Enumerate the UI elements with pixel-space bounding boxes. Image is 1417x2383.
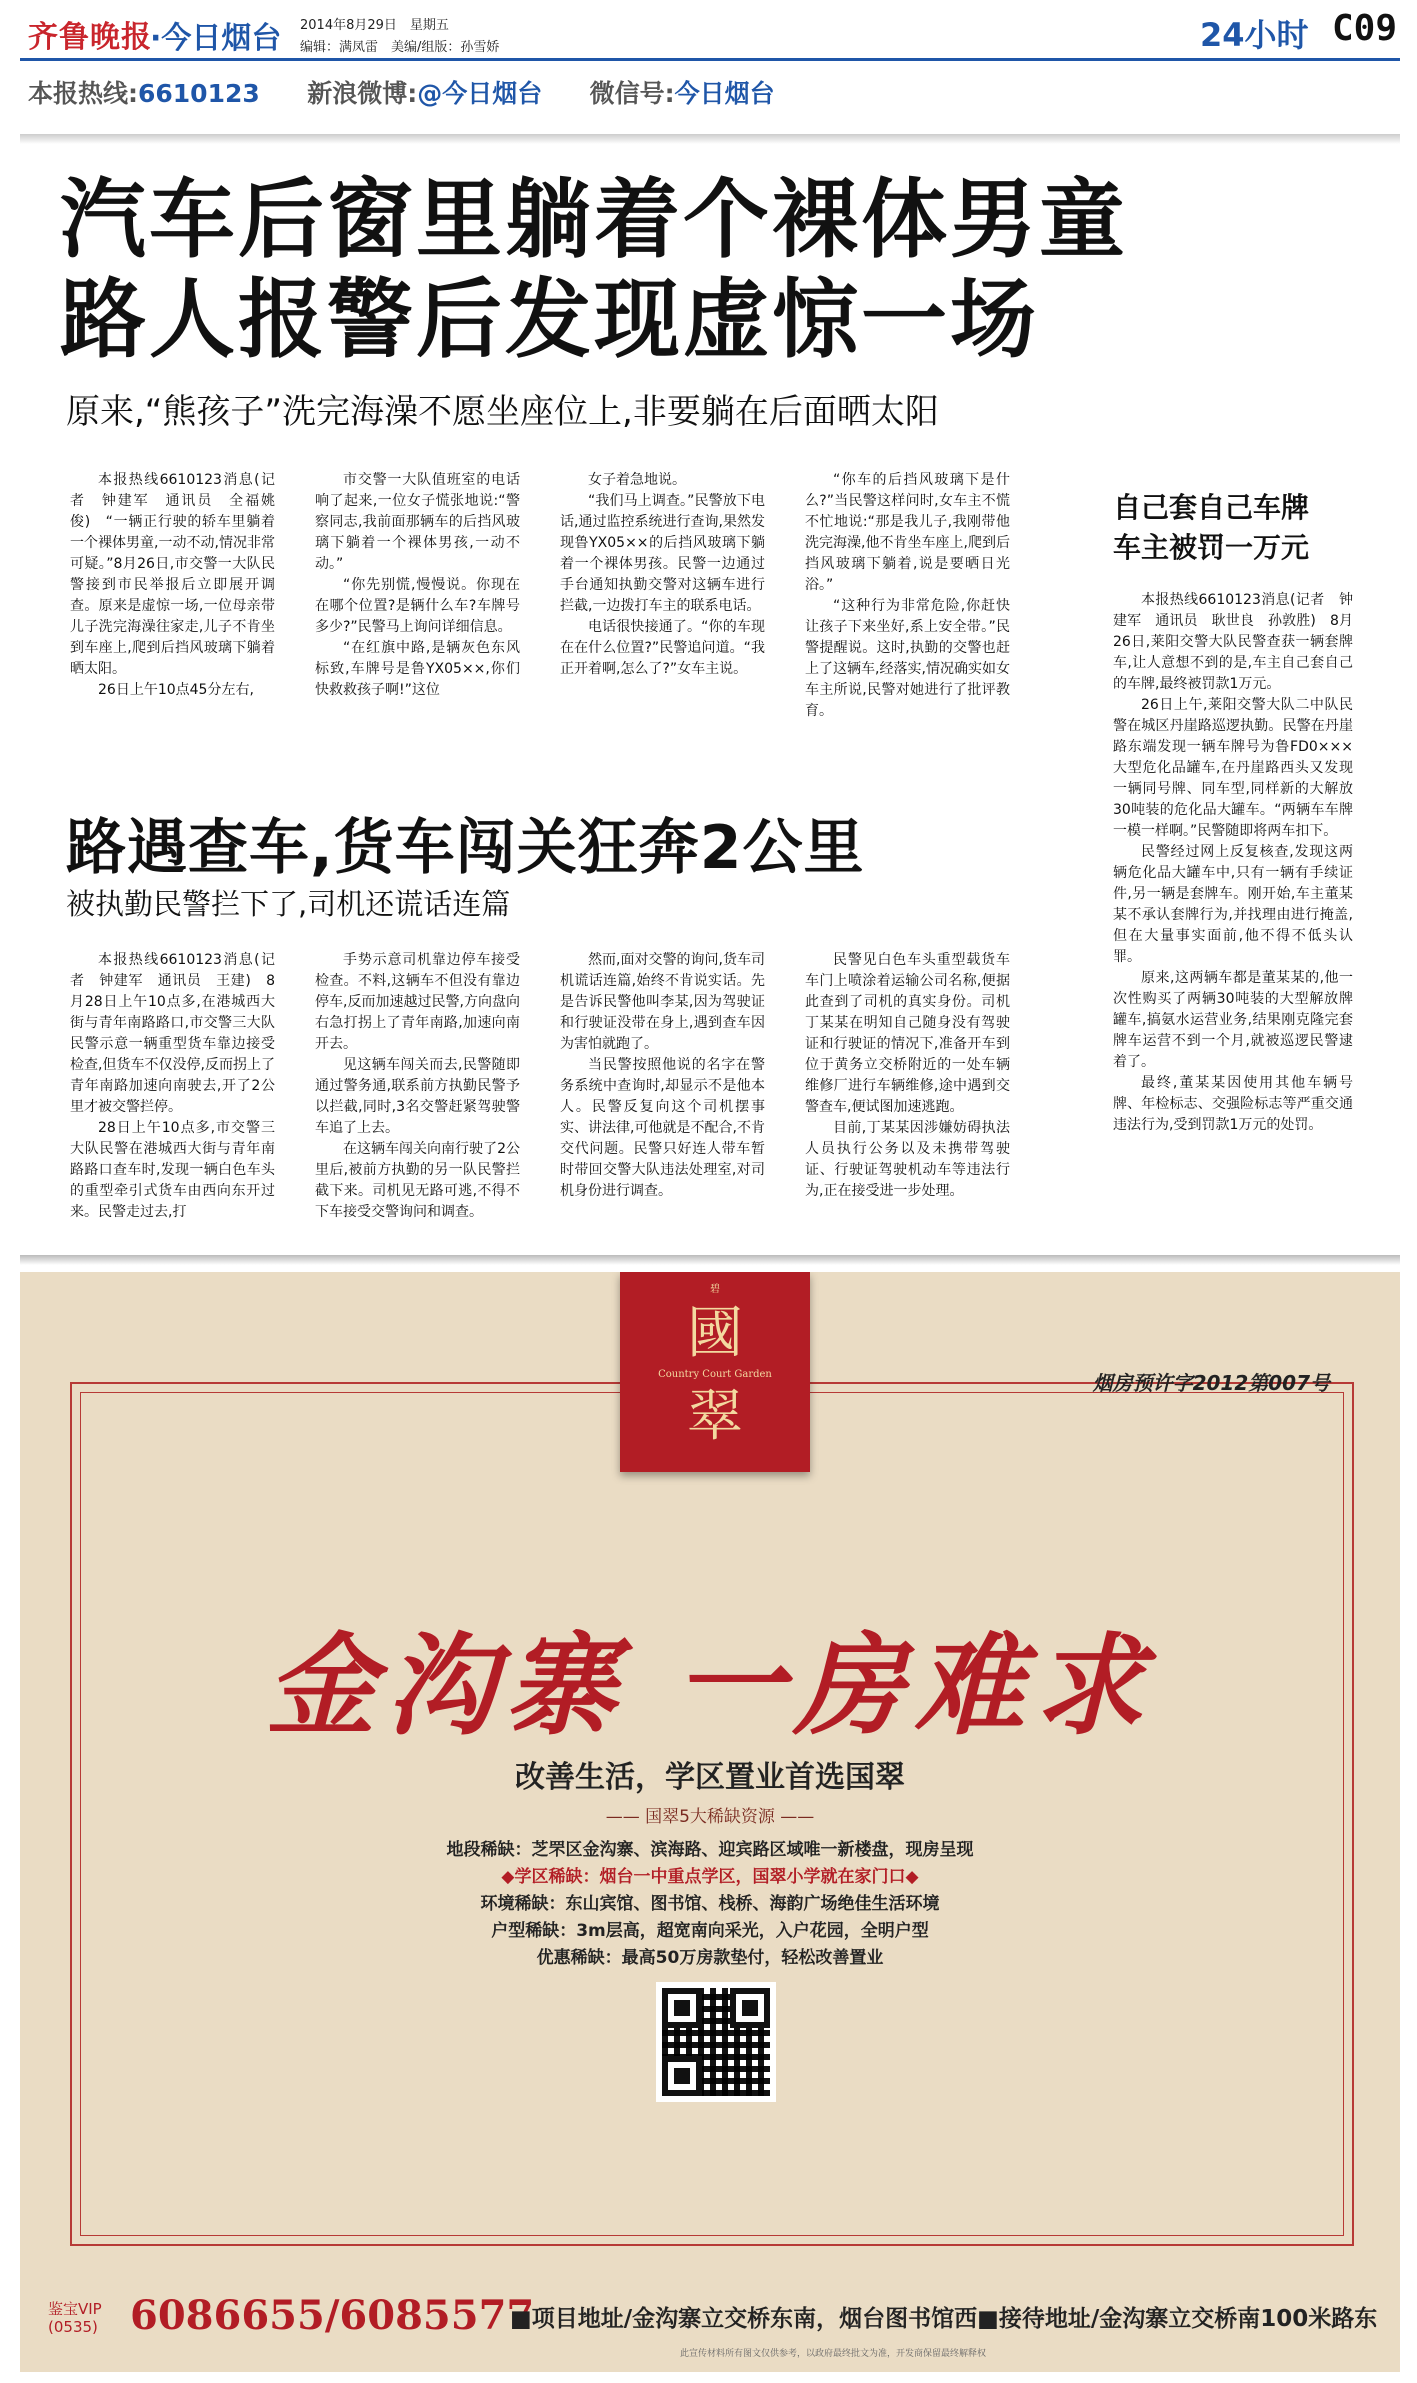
article2-subtitle: 被执勤民警拦下了,司机还谎话连篇 [66,887,511,921]
ad-tagline: 改善生活，学区置业首选国翠 [515,1760,905,1795]
sidebar-headline-line2: 车主被罚一万元 [1113,531,1310,564]
article1-headline-line1: 汽车后窗里躺着个裸体男童 [60,170,1128,270]
sidebar-headline [1113,488,1373,568]
qr-finder [662,2056,702,2096]
section-name: ·今日烟台 [150,21,282,56]
issue-date: 2014年8月29日 星期五 [300,18,449,33]
qr-code[interactable] [656,1982,776,2102]
sidebar-col [1113,590,1353,1136]
article2-headline: 路遇查车,货车闯关狂奔2公里 [66,813,865,883]
paragraph: 女子着急地说。 [588,472,686,488]
resource-line: ◆学区稀缺：烟台一中重点学区，国翠小学就在家门口◆ [501,1867,919,1887]
paragraph: “我们马上调查。”民警放下电话,通过监控系统进行查询,果然发现鲁YX05××的后挡风玻璃下躺着一个裸体男孩。民警一边通过手台通知执勤交警对这辆车进行拦截,一边拨打车主的联系电话。 [560,493,765,614]
resource-line: 优惠稀缺：最高50万房款垫付，轻松改善置业 [536,1948,884,1968]
paragraph: 民警见白色车头重型载货车车门上喷涂着运输公司名称,便据此查到了司机的真实身份。司机丁某某在明知自己随身没有驾驶证和行驶证的情况下,准备开车到位于黄务立交桥附近的一处车辆维修厂进行车辆维修,途中遇到交警查车,便试图加速逃跑。 [805,952,1010,1115]
page-number: C09 [1332,8,1398,49]
logo-char-cui: 翠 [687,1384,743,1449]
paragraph: 26日上午10点45分左右, [98,682,254,698]
article1-col3 [560,470,765,680]
paragraph: 原来,这两辆车都是董某某的,他一次性购买了两辆30吨装的大型解放牌罐车,搞氨水运营业务,结果刚克隆完套牌车运营不到一个月,就被巡逻民警逮着了。 [1113,970,1353,1070]
qr-finder [662,1988,702,2028]
article1-headline [60,170,1128,370]
article2-col1 [70,950,275,1223]
logo-small: 碧 [710,1284,720,1295]
paragraph: 电话很快接通了。“你的车现在在什么位置?”民警追问道。“我正开着啊,怎么了?”女车主说。 [560,619,765,677]
wechat-handle: 今日烟台 [674,79,775,108]
resource-line: 户型稀缺：3m层高，超宽南向采光，入户花园，全明户型 [491,1921,929,1941]
article2-col2 [315,950,520,1223]
paragraph: 然而,面对交警的询问,货车司机谎话连篇,始终不肯说实话。先是告诉民警他叫李某,因为驾驶证和行驶证没带在身上,遇到查车因为害怕就跑了。 [560,952,765,1052]
article1-subtitle: 原来,“熊孩子”洗完海澡不愿坐座位上,非要躺在后面晒太阳 [66,392,939,432]
sales-phone: 6086655/6085577 [130,2292,535,2339]
ad-disclaimer: 此宣传材料所有图文仅供参考，以政府最终批文为准，开发商保留最终解释权 [680,2349,987,2359]
real-estate-ad [20,1272,1400,2372]
weibo-label: 新浪微博: [307,79,418,108]
article2-col4 [805,950,1010,1202]
brand-logo [620,1272,810,1472]
article1-col4 [805,470,1010,722]
paragraph: 最终,董某某因使用其他车辆号牌、年检标志、交强险标志等严重交通违法行为,受到罚款1万元的处罚。 [1113,1075,1353,1133]
paragraph: “这种行为非常危险,你赶快让孩子下来坐好,系上安全带。”民警提醒说。这时,执勤的交警也赶上了这辆车,经落实,情况确实如女车主所说,民警对她进行了批评教育。 [805,598,1010,719]
hotline-bar [28,74,1398,130]
logo-char-guo: 國 [687,1301,743,1366]
paragraph: 26日上午,莱阳交警大队二中队民警在城区丹崖路巡逻执勤。民警在丹崖路东端发现一辆车牌号为鲁FD0×××大型危化品罐车,在丹崖路西头又发现一辆同号牌、同车型,同样新的大解放30吨装的危化品大罐车。“两辆车车牌一模一样啊。”民警随即将两车扣下。 [1113,697,1353,839]
paragraph: 市交警一大队值班室的电话响了起来,一位女子慌张地说:“警察同志,我前面那辆车的后挡风玻璃下躺着一个裸体男孩,一动不动。” [315,472,520,572]
logo-english: Country Court Garden [658,1369,772,1380]
newspaper-logo: 齐鲁晚报 [28,20,152,55]
masthead [0,0,1417,60]
project-address: ■项目地址/金沟寨立交桥东南，烟台图书馆西■接待地址/金沟寨立交桥南100米路东 [510,2306,1378,2332]
wechat-label: 微信号: [589,79,675,108]
vip-label: 鉴宝VIP (0535) [48,2300,102,2336]
ad-slogan: 金沟寨 一房难求 [265,1622,1155,1750]
paragraph: “在红旗中路,是辆灰色东风标致,车牌号是鲁YX05××,你们快救救孩子啊!”这位 [315,640,520,698]
paragraph: 见这辆车闯关而去,民警随即通过警务通,联系前方执勤民警予以拦截,同时,3名交警赶紧驾驶警车追了上去。 [315,1057,520,1136]
article1-col2 [315,470,520,701]
resources-title: —— 国翠5大稀缺资源 —— [605,1807,815,1827]
top-rule [20,58,1400,61]
paragraph: 在这辆车闯关向南行驶了2公里后,被前方执勤的另一队民警拦截下来。司机见无路可逃,不得不下车接受交警询问和调查。 [315,1141,520,1220]
paragraph: “你车的后挡风玻璃下是什么?”当民警这样问时,女车主不慌不忙地说:“那是我儿子,我刚带他洗完海澡,他不肯坐车座上,爬到后挡风玻璃下躺着,说是要晒日光浴。” [805,472,1010,593]
paragraph: 手势示意司机靠边停车接受检查。不料,这辆车不但没有靠边停车,反而加速越过民警,方向盘向右急打拐上了青年南路,加速向南开去。 [315,952,520,1052]
paragraph: 本报热线6610123消息(记者 钟建军 通讯员 全福姚俊) “一辆正行驶的轿车里躺着一个裸体男童,一动不动,情况非常可疑。”8月26日,市交警一大队民警接到市民举报后立即展开调查。原来是虚惊一场,一位母亲带儿子洗完海澡往家走,儿子不肯坐到车座上,爬到后挡风玻璃下躺着晒太阳。 [70,472,275,677]
qr-finder [730,1988,770,2028]
sidebar-headline-line1: 自己套自己车牌 [1113,491,1310,524]
divider [20,134,1400,144]
section-tag: 24小时 [1200,16,1309,54]
paragraph: 民警经过网上反复核查,发现这两辆危化品大罐车中,只有一辆有手续证件,另一辆是套牌车。刚开始,车主董某某不承认套牌行为,并找理由进行掩盖,但在大量事实面前,他不得不低头认罪。 [1113,844,1353,965]
article2-col3 [560,950,765,1202]
weibo-handle: @今日烟台 [417,79,543,108]
divider [20,1255,1400,1265]
paragraph: 目前,丁某某因涉嫌妨碍执法人员执行公务以及未携带驾驶证、行驶证驾驶机动车等违法行为,正在接受进一步处理。 [805,1120,1010,1199]
article1-col1 [70,470,275,701]
editor-credits: 编辑：满凤雷 美编/组版：孙雪娇 [300,40,500,55]
presale-permit: 烟房预许字2012第007号 [1092,1371,1330,1395]
resource-line: 地段稀缺：芝罘区金沟寨、滨海路、迎宾路区域唯一新楼盘，现房呈现 [446,1840,974,1860]
paragraph: 28日上午10点多,市交警三大队民警在港城西大街与青年南路路口查车时,发现一辆白色车头的重型牵引式货车由西向东开过来。民警走过去,打 [70,1120,275,1220]
paragraph: “你先别慌,慢慢说。你现在在哪个位置?是辆什么车?车牌号多少?”民警马上询问详细信息。 [315,577,520,635]
paragraph: 本报热线6610123消息(记者 钟建军 通讯员 王建) 8月28日上午10点多,在港城西大街与青年南路路口,市交警三大队民警示意一辆重型货车靠边接受检查,但货车不仅没停,反而拐上了青年南路加速向南驶去,开了2公里才被交警拦停。 [70,952,275,1115]
paragraph: 当民警按照他说的名字在警务系统中查询时,却显示不是他本人。民警反复向这个司机摆事实、讲法律,可他就是不配合,不肯交代问题。民警只好连人带车暂时带回交警大队违法处理室,对司机身份进行调查。 [560,1057,765,1199]
article1-headline-line2: 路人报警后发现虚惊一场 [60,270,1039,370]
paragraph: 本报热线6610123消息(记者 钟建军 通讯员 耿世良 孙敦胜) 8月26日,莱阳交警大队民警查获一辆套牌车,让人意想不到的是,车主自己套自己的车牌,最终被罚款1万元。 [1113,592,1353,692]
hotline-number: 6610123 [138,79,260,108]
hotline-label: 本报热线: [28,79,138,108]
resource-line: 环境稀缺：东山宾馆、图书馆、栈桥、海韵广场绝佳生活环境 [480,1894,940,1914]
